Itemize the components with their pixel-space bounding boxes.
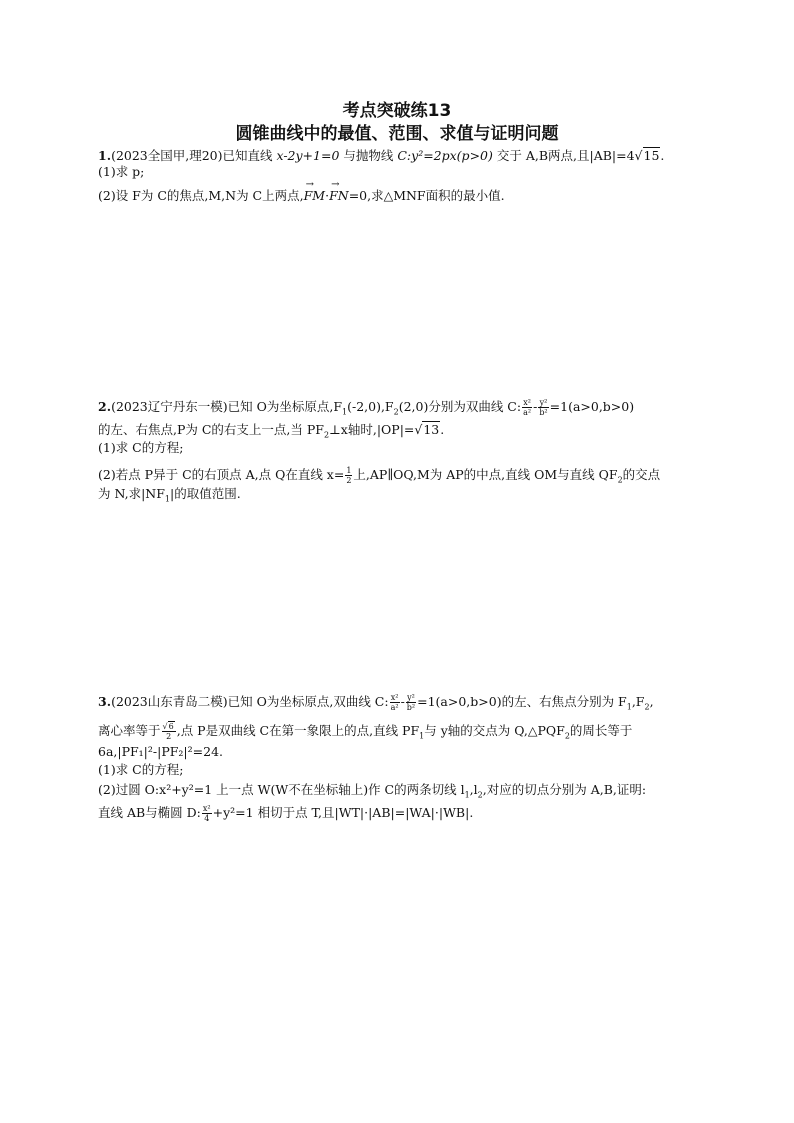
p1-q2-text-b: =0,求△MNF面积的最小值.	[348, 188, 505, 203]
numerator: x²	[202, 804, 211, 813]
problem-2-statement-line-2: 的左、右焦点,P为 C的右支上一点,当 $PF_2\perp x$轴时,|OP|=√13.	[98, 422, 445, 440]
subscript: 1	[342, 407, 348, 417]
vector-fn: → FN	[329, 188, 349, 204]
denominator: a²	[523, 408, 532, 417]
p1-line-eq: x-2y+1=0	[276, 148, 340, 163]
numerator: x²	[523, 398, 531, 407]
minus-sign: -	[400, 694, 405, 709]
denominator: 2	[346, 476, 352, 485]
p3-l2-c: 与 y轴的交点为 Q,△PQF	[424, 723, 565, 738]
numerator: x²	[390, 693, 399, 702]
vector-fm: → FM	[304, 188, 325, 204]
p2-l2-a: 的左、右焦点,P为 C的右支上一点,当 PF	[98, 422, 324, 437]
p3-l2-b: ,点 P是双曲线 C在第一象限上的点,直线 PF	[176, 723, 420, 738]
p1-text-a: (2023全国甲,理20)已知直线	[111, 148, 277, 163]
problem-3-part-2	[98, 782, 646, 804]
page-title: 考点突破练13	[342, 101, 452, 121]
p2-l2-b: ⊥x轴时,|OP|=	[329, 422, 415, 437]
problem-3-statement-line-3: 6a,|PF₁|²-|PF₂|²=24.	[98, 744, 224, 759]
problem-2-statement	[98, 398, 634, 421]
sqrt-symbol: √	[634, 148, 643, 163]
numerator: √6	[162, 722, 174, 731]
p1-sqrt-value: 15	[643, 148, 660, 163]
p2-q2-b: 上,AP∥OQ,M为 AP的中点,直线 OM与直线 QF	[353, 467, 618, 482]
subscript: 2	[477, 790, 483, 800]
fraction-y2-b2	[406, 693, 416, 712]
p1-parabola-eq: C:y²=2px(p>0)	[397, 148, 493, 163]
subscript: 1	[626, 702, 632, 712]
subscript: 2	[323, 430, 330, 440]
problem-1-part-1: (1)求 p;	[98, 164, 145, 179]
p2-q2-e: |的取值范围.	[170, 486, 241, 501]
p1-q2-text-a: (2)设 F为 C的焦点,M,N为 C上两点,	[98, 188, 304, 203]
subscript: 2	[617, 475, 623, 485]
problem-1-part-2	[98, 188, 505, 204]
p3-q2-c: ,对应的切点分别为 A,B,证明:	[482, 782, 647, 797]
p3-l1-c: ,F	[631, 694, 645, 709]
p2-text-c: (2,0)分别为双曲线 C:	[398, 399, 522, 414]
p2-q2-a: (2)若点 P异于 C的右顶点 A,点 Q在直线 x=	[98, 467, 345, 482]
problem-1-statement: 1.(2023全国甲,理20)已知直线 x-2y+1=0 与抛物线 C:y²=2px(p>0) 交于 A,B两点,且|AB|=4√15.	[98, 148, 665, 163]
problem-3-statement: 3.(2023山东青岛二模)已知 O为坐标原点,双曲线 C: $\frac{\text{x²}}{\text{a²}}$ - $\frac{\text{y²}}{\text{b²}}$ =1(a>0,b>0)的左、右焦点分别为 $F_1,F_2$,	[98, 693, 654, 712]
fraction-x2-4	[202, 804, 212, 823]
fraction-one-half	[345, 466, 352, 485]
p2-q2-c: 的交点	[622, 467, 661, 482]
p3-l2-a: 离心率等于	[98, 723, 161, 738]
subscript: 2	[644, 702, 650, 712]
subscript: 1	[419, 731, 425, 741]
problem-2-number: 2.	[98, 399, 112, 414]
subscript: 1	[164, 494, 171, 504]
p3-q3-b: +y²=1 相切于点 T,且|WT|·|AB|=|WA|·|WB|.	[212, 805, 474, 820]
p2-text-a: (2023辽宁丹东一模)已知 O为坐标原点,F	[111, 399, 342, 414]
fraction-sqrt6-2	[162, 722, 176, 741]
problem-2-part-1: (1)求 C的方程;	[98, 440, 184, 455]
denominator: b²	[406, 703, 416, 712]
fraction-x2-a2	[390, 693, 400, 712]
subscript: 1	[464, 790, 470, 800]
problem-2-part-2-line-2	[98, 486, 241, 508]
p1-text-c: 与抛物线	[339, 148, 398, 163]
minus-sign: -	[533, 399, 538, 414]
sqrt-symbol: √	[414, 422, 423, 437]
problem-1-number: 1.	[98, 148, 112, 163]
denominator: 2	[166, 732, 172, 741]
denominator: b²	[539, 408, 548, 417]
p2-sqrt-value: 13	[423, 422, 440, 437]
p2-text-d: =1(a>0,b>0)	[549, 399, 635, 414]
problem-3-part-1: (1)求 C的方程;	[98, 762, 184, 777]
page-subtitle: 圆锥曲线中的最值、范围、求值与证明问题	[235, 124, 559, 144]
numerator: y²	[407, 693, 415, 702]
p3-l1-b: =1(a>0,b>0)的左、右焦点分别为 F	[417, 694, 627, 709]
problem-3-number: 3.	[98, 694, 112, 709]
denominator: 4	[204, 814, 210, 823]
subscript: 2	[564, 731, 570, 741]
subscript: 2	[393, 407, 399, 417]
p3-l2-d: 的周长等于	[569, 723, 633, 738]
p2-q2-d: 为 N,求|NF	[98, 486, 165, 501]
problem-3-part-2-line-2	[98, 804, 473, 823]
sqrt-value: 6	[168, 722, 174, 731]
numerator: 1	[346, 466, 352, 475]
p3-q2-b: ,l	[469, 782, 478, 797]
dot-symbol: ·	[325, 188, 330, 203]
p1-text-e: 交于 A,B两点,且|AB|=4	[492, 148, 635, 163]
problem-3-statement-line-2	[98, 722, 632, 745]
fraction-x2-a2	[522, 398, 532, 417]
denominator: a²	[390, 703, 399, 712]
p2-text-b: (-2,0),F	[347, 399, 394, 414]
p3-l1-a: (2023山东青岛二模)已知 O为坐标原点,双曲线 C:	[111, 694, 389, 709]
fraction-y2-b2	[538, 398, 548, 417]
numerator: y²	[539, 398, 548, 407]
p3-q2-a: (2)过圆 O:x²+y²=1 上一点 W(W不在坐标轴上)作 C的两条切线 l	[98, 782, 465, 797]
p3-q3-a: 直线 AB与椭圆 D:	[98, 805, 201, 820]
